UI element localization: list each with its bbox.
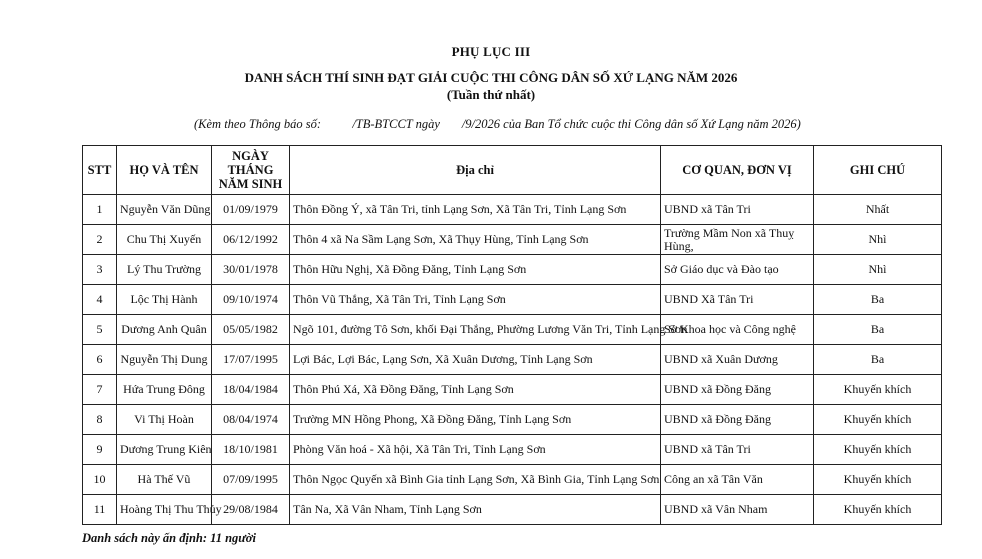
cell-note: Khuyến khích: [814, 405, 942, 435]
table-row: [83, 435, 942, 465]
cell-name: Nguyễn Văn Dũng: [117, 195, 212, 225]
cell-dob: 29/08/1984: [212, 495, 290, 525]
column-header-name: HỌ VÀ TÊN: [117, 146, 212, 195]
cell-org: Sở Giáo dục và Đào tạo: [661, 255, 814, 285]
table-header-row: [83, 146, 942, 195]
cell-stt: 6: [83, 345, 117, 375]
cell-address: Trường MN Hồng Phong, Xã Đồng Đăng, Tỉnh Lạng Sơn: [290, 405, 661, 435]
winners-table: [82, 145, 942, 525]
cell-address: Tân Na, Xã Vân Nham, Tỉnh Lạng Sơn: [290, 495, 661, 525]
table-row: [83, 405, 942, 435]
cell-address: Thôn Vũ Thắng, Xã Tân Tri, Tỉnh Lạng Sơn: [290, 285, 661, 315]
cell-name: Chu Thị Xuyến: [117, 225, 212, 255]
cell-name: Nguyễn Thị Dung: [117, 345, 212, 375]
cell-dob: 08/04/1974: [212, 405, 290, 435]
cell-org: Trường Mầm Non xã Thuỵ Hùng,: [661, 225, 814, 255]
cell-address: Lợi Bác, Lợi Bác, Lạng Sơn, Xã Xuân Dương, Tỉnh Lạng Sơn: [290, 345, 661, 375]
cell-note: Ba: [814, 315, 942, 345]
cell-note: Nhì: [814, 225, 942, 255]
column-header-stt: STT: [83, 146, 117, 195]
cell-stt: 2: [83, 225, 117, 255]
summary-line: Danh sách này ấn định: 11 người: [82, 531, 256, 545]
cell-note: Khuyến khích: [814, 375, 942, 405]
cell-dob: 30/01/1978: [212, 255, 290, 285]
cell-dob: 09/10/1974: [212, 285, 290, 315]
cell-address: Thôn Ngọc Quyến xã Bình Gia tỉnh Lạng Sơn, Xã Bình Gia, Tỉnh Lạng Sơn: [290, 465, 661, 495]
cell-org: Sở Khoa học và Công nghệ: [661, 315, 814, 345]
cell-dob: 18/10/1981: [212, 435, 290, 465]
cell-stt: 4: [83, 285, 117, 315]
appendix-label: PHỤ LỤC III: [451, 44, 531, 59]
cell-org: Công an xã Tân Văn: [661, 465, 814, 495]
cell-org: UBND xã Đồng Đăng: [661, 375, 814, 405]
cell-name: Hà Thế Vũ: [117, 465, 212, 495]
cell-address: Thôn 4 xã Na Sầm Lạng Sơn, Xã Thụy Hùng, Tỉnh Lạng Sơn: [290, 225, 661, 255]
column-header-org: CƠ QUAN, ĐƠN VỊ: [661, 146, 814, 195]
cell-name: Dương Trung Kiên: [117, 435, 212, 465]
cell-address: Thôn Hữu Nghị, Xã Đồng Đăng, Tỉnh Lạng Sơn: [290, 255, 661, 285]
cell-org: UBND xã Đồng Đăng: [661, 405, 814, 435]
cell-dob: 07/09/1995: [212, 465, 290, 495]
cell-address: Phòng Văn hoá - Xã hội, Xã Tân Tri, Tỉnh Lạng Sơn: [290, 435, 661, 465]
cell-dob: 17/07/1995: [212, 345, 290, 375]
cell-name: Lộc Thị Hành: [117, 285, 212, 315]
cell-note: Nhì: [814, 255, 942, 285]
column-header-note: GHI CHÚ: [814, 146, 942, 195]
cell-note: Khuyến khích: [814, 495, 942, 525]
attachment-note: (Kèm theo Thông báo số: /TB-BTCCT ngày /9/2026 của Ban Tổ chức cuộc thi Công dân số Xứ Lạng năm 2026): [194, 117, 801, 131]
cell-address: Ngõ 101, đường Tô Sơn, khối Đại Thắng, Phường Lương Văn Tri, Tỉnh Lạng Sơn: [290, 315, 661, 345]
table-row: [83, 255, 942, 285]
cell-name: Hứa Trung Đông: [117, 375, 212, 405]
cell-note: Ba: [814, 285, 942, 315]
cell-dob: 01/09/1979: [212, 195, 290, 225]
cell-name: Lý Thu Trường: [117, 255, 212, 285]
cell-stt: 5: [83, 315, 117, 345]
table-row: [83, 315, 942, 345]
cell-note: Ba: [814, 345, 942, 375]
cell-org: UBND xã Tân Tri: [661, 435, 814, 465]
cell-note: Khuyến khích: [814, 435, 942, 465]
cell-address: Thôn Phú Xá, Xã Đồng Đăng, Tỉnh Lạng Sơn: [290, 375, 661, 405]
cell-address: Thôn Đồng Ý, xã Tân Tri, tỉnh Lạng Sơn, Xã Tân Tri, Tỉnh Lạng Sơn: [290, 195, 661, 225]
cell-note: Khuyến khích: [814, 465, 942, 495]
cell-note: Nhất: [814, 195, 942, 225]
table-row: [83, 225, 942, 255]
document-title: DANH SÁCH THÍ SINH ĐẠT GIẢI CUỘC THI CÔNG DÂN SỐ XỨ LẠNG NĂM 2026: [244, 70, 738, 85]
cell-stt: 8: [83, 405, 117, 435]
table-row: [83, 465, 942, 495]
cell-stt: 7: [83, 375, 117, 405]
cell-org: UBND Xã Tân Tri: [661, 285, 814, 315]
cell-dob: 18/04/1984: [212, 375, 290, 405]
cell-stt: 11: [83, 495, 117, 525]
cell-org: UBND xã Tân Tri: [661, 195, 814, 225]
cell-stt: 9: [83, 435, 117, 465]
cell-stt: 1: [83, 195, 117, 225]
cell-dob: 05/05/1982: [212, 315, 290, 345]
cell-name: Dương Anh Quân: [117, 315, 212, 345]
table-row: [83, 495, 942, 525]
cell-org: UBND xã Vân Nham: [661, 495, 814, 525]
document-subtitle: (Tuần thứ nhất): [446, 87, 536, 102]
column-header-address: Địa chỉ: [290, 146, 661, 195]
cell-stt: 10: [83, 465, 117, 495]
table-row: [83, 345, 942, 375]
cell-org: UBND xã Xuân Dương: [661, 345, 814, 375]
cell-stt: 3: [83, 255, 117, 285]
table-row: [83, 285, 942, 315]
cell-dob: 06/12/1992: [212, 225, 290, 255]
cell-name: Vi Thị Hoàn: [117, 405, 212, 435]
table-row: [83, 195, 942, 225]
cell-name: Hoàng Thị Thu Thủy: [117, 495, 212, 525]
table-row: [83, 375, 942, 405]
column-header-dob: NGÀY THÁNG NĂM SINH: [212, 146, 290, 195]
